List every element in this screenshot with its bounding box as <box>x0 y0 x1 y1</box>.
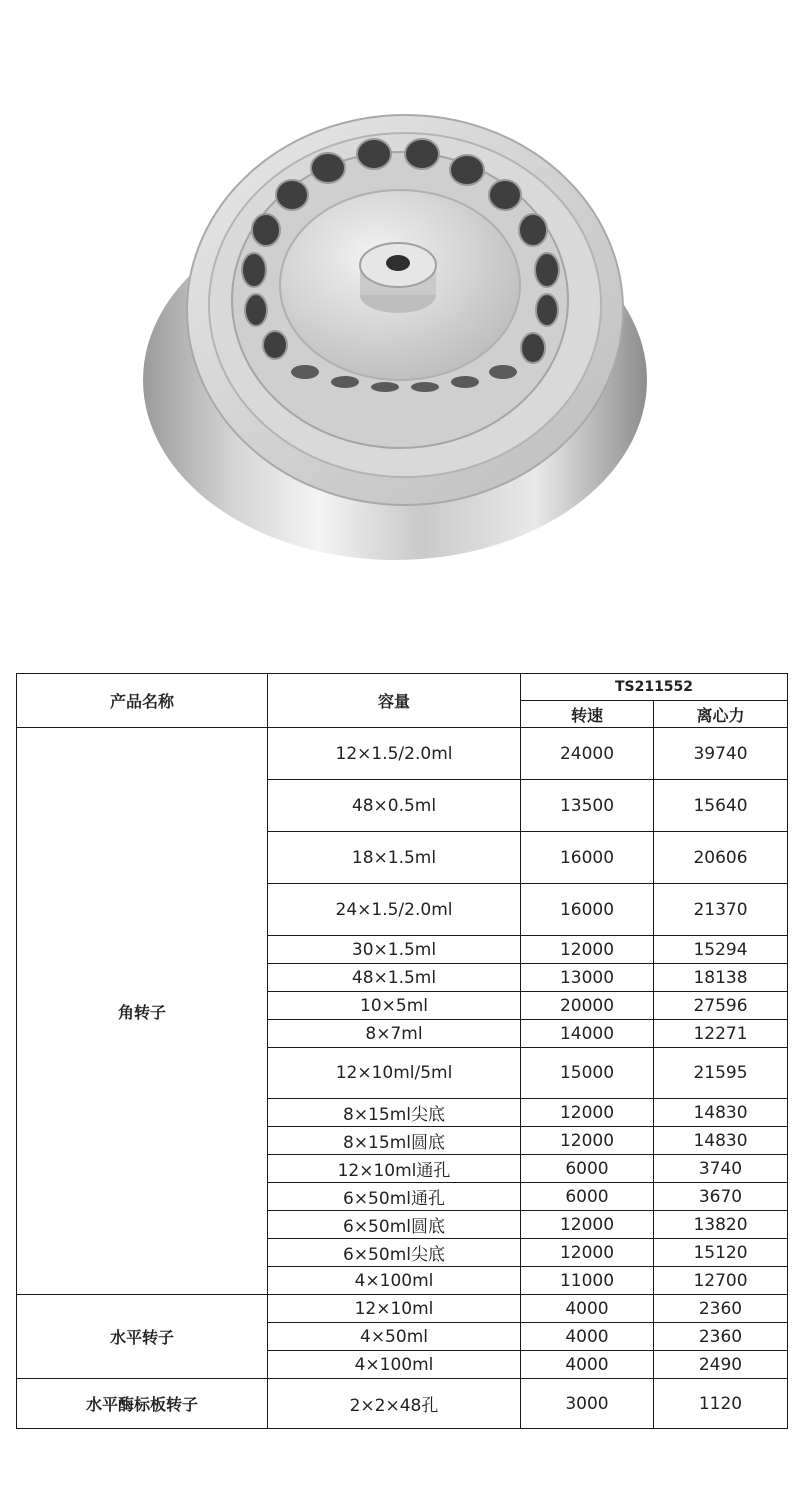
capacity-cell: 6×50ml通孔 <box>268 1183 521 1211</box>
capacity-cell: 4×50ml <box>268 1323 521 1351</box>
speed-cell: 16000 <box>521 884 654 936</box>
speed-cell: 12000 <box>521 1099 654 1127</box>
rcf-cell: 2360 <box>654 1295 788 1323</box>
rcf-cell: 3740 <box>654 1155 788 1183</box>
speed-cell: 6000 <box>521 1155 654 1183</box>
rcf-cell: 2360 <box>654 1323 788 1351</box>
speed-cell: 12000 <box>521 936 654 964</box>
capacity-cell: 48×0.5ml <box>268 780 521 832</box>
rcf-cell: 21595 <box>654 1048 788 1099</box>
speed-cell: 12000 <box>521 1127 654 1155</box>
capacity-cell: 6×50ml尖底 <box>268 1239 521 1267</box>
rcf-cell: 13820 <box>654 1211 788 1239</box>
speed-cell: 13000 <box>521 964 654 992</box>
header-product-name: 产品名称 <box>17 674 268 728</box>
table-row <box>17 1295 788 1323</box>
speed-cell: 4000 <box>521 1351 654 1379</box>
capacity-cell: 8×15ml圆底 <box>268 1127 521 1155</box>
speed-cell: 15000 <box>521 1048 654 1099</box>
header-capacity: 容量 <box>268 674 521 728</box>
speed-cell: 4000 <box>521 1323 654 1351</box>
rcf-cell: 18138 <box>654 964 788 992</box>
capacity-cell: 48×1.5ml <box>268 964 521 992</box>
speed-cell: 13500 <box>521 780 654 832</box>
header-speed: 转速 <box>521 701 654 728</box>
rcf-cell: 15120 <box>654 1239 788 1267</box>
rcf-cell: 15640 <box>654 780 788 832</box>
table-row <box>17 728 788 780</box>
rcf-cell: 3670 <box>654 1183 788 1211</box>
speed-cell: 20000 <box>521 992 654 1020</box>
header-rcf: 离心力 <box>654 701 788 728</box>
capacity-cell: 8×7ml <box>268 1020 521 1048</box>
spec-table <box>16 673 788 1429</box>
rcf-cell: 39740 <box>654 728 788 780</box>
speed-cell: 24000 <box>521 728 654 780</box>
capacity-cell: 12×10ml通孔 <box>268 1155 521 1183</box>
rcf-cell: 15294 <box>654 936 788 964</box>
speed-cell: 11000 <box>521 1267 654 1295</box>
capacity-cell: 12×10ml <box>268 1295 521 1323</box>
header-model: TS211552 <box>521 674 788 701</box>
rcf-cell: 12700 <box>654 1267 788 1295</box>
speed-cell: 16000 <box>521 832 654 884</box>
angle-rotor-photo <box>130 80 670 580</box>
rcf-cell: 14830 <box>654 1127 788 1155</box>
capacity-cell: 30×1.5ml <box>268 936 521 964</box>
table-row <box>17 1379 788 1429</box>
speed-cell: 14000 <box>521 1020 654 1048</box>
capacity-cell: 24×1.5/2.0ml <box>268 884 521 936</box>
rcf-cell: 21370 <box>654 884 788 936</box>
speed-cell: 12000 <box>521 1211 654 1239</box>
group-name-angle-rotor: 角转子 <box>17 728 268 1295</box>
rcf-cell: 12271 <box>654 1020 788 1048</box>
capacity-cell: 12×1.5/2.0ml <box>268 728 521 780</box>
capacity-cell: 8×15ml尖底 <box>268 1099 521 1127</box>
capacity-cell: 18×1.5ml <box>268 832 521 884</box>
speed-cell: 4000 <box>521 1295 654 1323</box>
capacity-cell: 6×50ml圆底 <box>268 1211 521 1239</box>
capacity-cell: 12×10ml/5ml <box>268 1048 521 1099</box>
rcf-cell: 27596 <box>654 992 788 1020</box>
capacity-cell: 2×2×48孔 <box>268 1379 521 1429</box>
capacity-cell: 10×5ml <box>268 992 521 1020</box>
capacity-cell: 4×100ml <box>268 1351 521 1379</box>
rcf-cell: 2490 <box>654 1351 788 1379</box>
rcf-cell: 14830 <box>654 1099 788 1127</box>
capacity-cell: 4×100ml <box>268 1267 521 1295</box>
group-name-horizontal-rotor: 水平转子 <box>17 1295 268 1379</box>
speed-cell: 6000 <box>521 1183 654 1211</box>
group-name-microplate-rotor: 水平酶标板转子 <box>17 1379 268 1429</box>
speed-cell: 3000 <box>521 1379 654 1429</box>
rcf-cell: 20606 <box>654 832 788 884</box>
rcf-cell: 1120 <box>654 1379 788 1429</box>
speed-cell: 12000 <box>521 1239 654 1267</box>
